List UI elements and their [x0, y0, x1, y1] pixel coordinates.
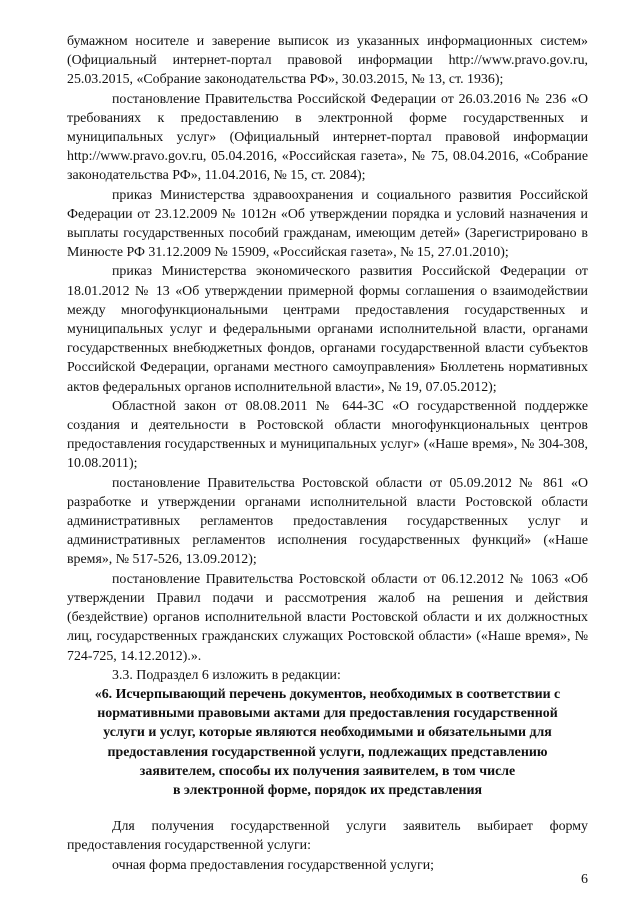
paragraph-resolution-236: постановление Правительства Российской Федерации от 26.03.2016 № 236 «О требованиях к предоставлению в электронной форме государственных и муниципальных услуг» (Официальный интернет-портал правовой информации http://www.pravo.gov.ru, 05.04.2016, «Российская газета», № 75, 08.04.2016, «Собрание законодательства РФ», 11.04.2016, № 15, ст. 2084); — [67, 91, 588, 184]
heading-line: услуги и услуг, которые являются необходимыми и обязательными для — [103, 725, 552, 741]
section-heading — [67, 685, 588, 800]
paragraph-in-person-form: очная форма предоставления государственной услуги; — [112, 857, 434, 873]
heading-line: в электронной форме, порядок их представления — [172, 782, 483, 798]
paragraph-continuation: бумажном носителе и заверение выписок из указанных информационных систем» (Официальный интернет-портал правовой информации http://www.pravo.gov.ru, 25.03.2015, «Собрание законодательства РФ», 30.03.2015, № 13, ст. 1936); — [67, 34, 588, 88]
heading-line: заявителем, способы их получения заявителем, в том числе — [139, 763, 516, 779]
section-instruction: 3.3. Подраздел 6 изложить в редакции: — [112, 667, 341, 683]
heading-line: «6. Исчерпывающий перечень документов, необходимых в соответствии с — [94, 686, 561, 702]
page-number: 6 — [581, 872, 588, 887]
paragraph-regional-law-644: Областной закон от 08.08.2011 № 644-ЗС «О государственной поддержке создания и деятельности в Ростовской области многофункциональных центров предоставления государственных и муниципальных услуг» («Наше время», № 304-308, 10.08.2011); — [67, 398, 588, 472]
spacer — [67, 800, 588, 817]
paragraph-order-1012n: приказ Министерства здравоохранения и социального развития Российской Федерации от 23.12.2009 № 1012н «Об утверждении порядка и условий назначения и выплаты государственных пособий гражданам, имеющим детей» (Зарегистрировано в Минюсте РФ 31.12.2009 № 15909, «Российская газета», № 15, 27.01.2010); — [67, 187, 588, 261]
heading-line: предоставления государственной услуги, подлежащих представлению — [107, 744, 548, 760]
heading-line: нормативными правовыми актами для предоставления государственной — [97, 706, 558, 722]
paragraph-form-choice: Для получения государственной услуги заявитель выбирает форму предоставления государственной услуги: — [67, 819, 588, 854]
paragraph-order-13: приказ Министерства экономического развития Российской Федерации от 18.01.2012 № 13 «Об утверждении примерной формы соглашения о взаимодействии между многофункциональными центрами предоставления государственных и муниципальных услуг и федеральными органами исполнительной власти, органами государственных внебюджетных фондов, органами государственной власти субъектов Российской Федерации, органами местного самоуправления» Бюллетень нормативных актов федеральных органов исполнительной власти», № 19, 07.05.2012); — [67, 264, 588, 395]
paragraph-resolution-1063: постановление Правительства Ростовской области от 06.12.2012 № 1063 «Об утверждении Правил подачи и рассмотрения жалоб на решения и действия (бездействие) органов исполнительной власти Ростовской области и их должностных лиц, государственных гражданских служащих Ростовской области» («Наше время», № 724-725, 14.12.2012).». — [67, 571, 588, 664]
paragraph-resolution-861: постановление Правительства Ростовской области от 05.09.2012 № 861 «О разработке и утверждении органами исполнительной власти Ростовской области административных регламентов предоставления государственных услуг и административных регламентов исполнения государственных функций» («Наше время», № 517-526, 13.09.2012); — [67, 475, 588, 568]
